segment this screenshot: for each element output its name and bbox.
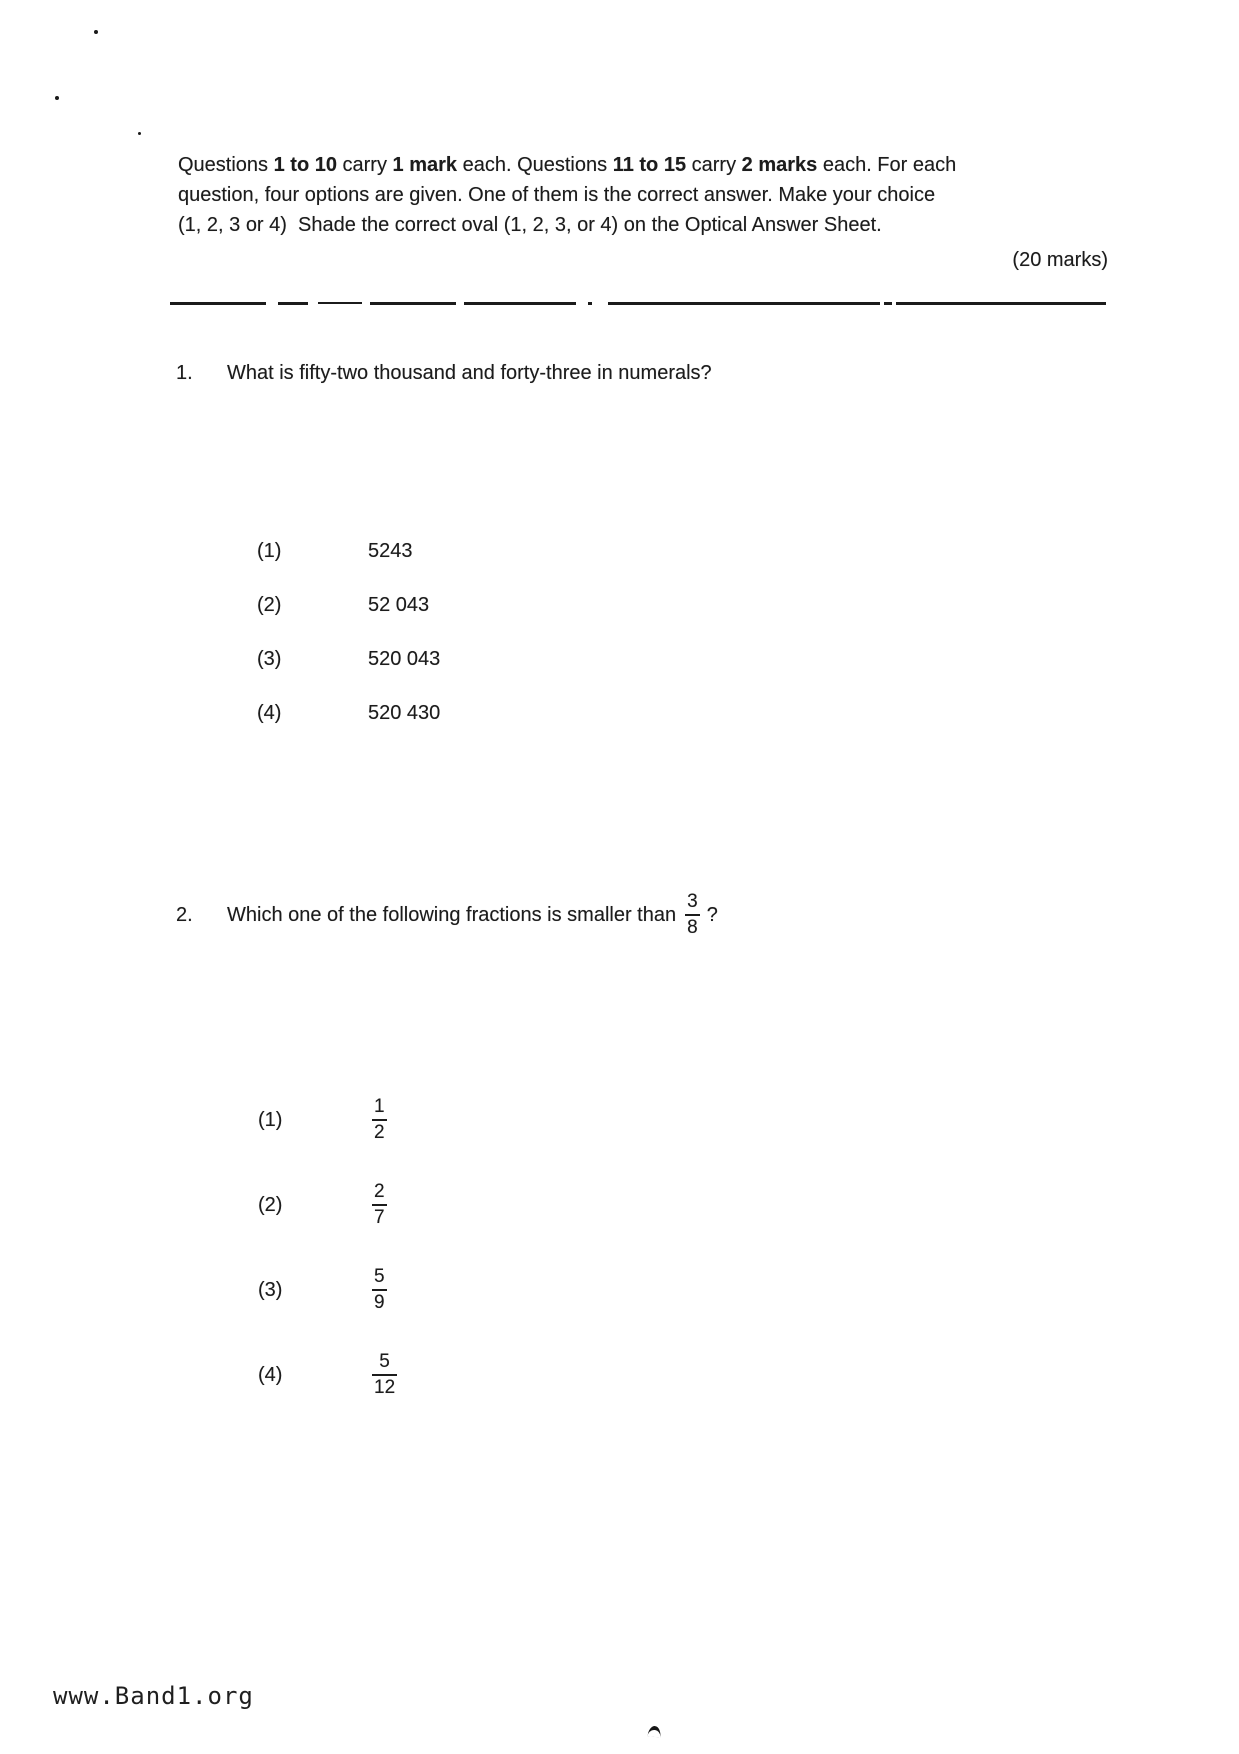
option-value: 52 043 — [368, 594, 430, 616]
fraction — [372, 1266, 387, 1314]
question-number: 1. — [176, 362, 193, 384]
fraction-bar — [685, 914, 700, 916]
fraction-denominator: 8 — [687, 917, 698, 938]
option-row — [258, 1346, 397, 1404]
marks-total: (20 marks) — [1012, 249, 1108, 271]
option-value: 5243 — [368, 540, 413, 562]
option-value: 520 043 — [368, 648, 441, 670]
fraction-numerator: 2 — [374, 1181, 385, 1202]
option-row — [257, 700, 440, 726]
fraction-numerator: 5 — [379, 1351, 390, 1372]
option-label: (3) — [257, 648, 282, 670]
instruction-line: question, four options are given. One of them is the correct answer. Make your choice — [178, 184, 936, 206]
option-row — [258, 1261, 387, 1319]
fraction-bar — [372, 1374, 397, 1376]
option-label: (4) — [258, 1363, 283, 1386]
fraction-numerator: 3 — [687, 891, 698, 912]
option-label: (4) — [257, 702, 282, 724]
question-1 — [176, 360, 712, 387]
fraction-numerator: 1 — [374, 1096, 385, 1117]
scan-speck — [138, 132, 141, 135]
instruction-line: Questions 1 to 10 carry 1 mark each. Questions 11 to 15 carry 2 marks each. For each — [178, 154, 957, 176]
instructions-block — [178, 150, 1108, 275]
scan-speck — [94, 30, 98, 34]
question-text: Which one of the following fractions is smaller than — [227, 903, 677, 926]
option-row — [257, 538, 413, 564]
question-text: What is fifty-two thousand and forty-three in numerals? — [227, 362, 712, 384]
question-number: 2. — [176, 903, 193, 926]
fraction-bar — [372, 1204, 387, 1206]
option-label: (2) — [258, 1193, 283, 1216]
fraction-denominator: 9 — [374, 1292, 385, 1313]
option-row — [257, 646, 440, 672]
fraction-bar — [372, 1289, 387, 1291]
fraction — [685, 891, 700, 939]
fraction-denominator: 7 — [374, 1207, 385, 1228]
scan-speck — [55, 96, 59, 100]
option-row — [258, 1091, 387, 1149]
question-2 — [176, 882, 718, 948]
option-label: (3) — [258, 1278, 283, 1301]
fraction — [372, 1096, 387, 1144]
fraction-denominator: 2 — [374, 1122, 385, 1143]
fraction-bar — [372, 1119, 387, 1121]
option-row — [257, 592, 429, 618]
option-label: (1) — [258, 1108, 283, 1131]
instruction-line: (1, 2, 3 or 4) Shade the correct oval (1, 2, 3, or 4) on the Optical Answer Sheet. — [178, 214, 882, 236]
option-value: 520 430 — [368, 702, 441, 724]
option-label: (2) — [257, 594, 282, 616]
option-row — [258, 1176, 387, 1234]
footer-url: www.Band1.org — [53, 1682, 254, 1710]
fraction-denominator: 12 — [374, 1377, 396, 1398]
option-label: (1) — [257, 540, 282, 562]
fraction — [372, 1181, 387, 1229]
question-mark: ? — [706, 903, 718, 926]
fraction-numerator: 5 — [374, 1266, 385, 1287]
fraction — [372, 1351, 397, 1399]
scan-speck — [647, 1725, 661, 1737]
section-divider — [0, 302, 1239, 307]
